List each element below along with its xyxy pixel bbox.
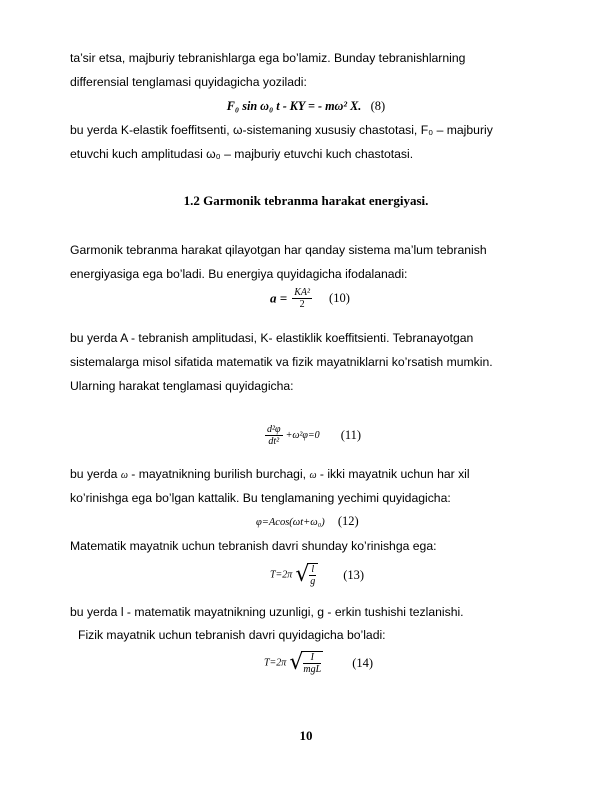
paragraph-8: Fizik mayatnik uchun tebranish davri quyidagicha bo’ladi: <box>78 628 386 642</box>
equation-10-lhs: a = <box>270 290 288 306</box>
paragraph-4-line-3: Ularning harakat tenglamasi quyidagicha: <box>70 379 294 393</box>
paragraph-3-line-2: energiyasiga ega bo’ladi. Bu energiya quyidagicha ifodalanadi: <box>70 267 408 281</box>
equation-13-fraction <box>307 563 318 587</box>
equation-10-denominator: 2 <box>299 299 305 310</box>
paragraph-2-line-1: bu yerda K-elastik foeffitsenti, ω-sistemaning xususiy chastotasi, F₀ – majburiy <box>70 123 493 137</box>
equation-8 <box>0 98 612 114</box>
paragraph-5-text-a: bu yerda <box>70 467 118 481</box>
equation-12-number: (12) <box>337 514 359 528</box>
equation-10 <box>270 287 350 310</box>
paragraph-7: bu yerda l - matematik mayatnikning uzunligi, g - erkin tushishi tezlanishi. <box>70 605 464 619</box>
equation-13-numerator: l <box>311 564 315 575</box>
paragraph-6: Matematik mayatnik uchun tebranish davri shunday ko’rinishga ega: <box>70 539 437 553</box>
equation-11-number: (11) <box>340 428 362 442</box>
equation-14 <box>264 651 373 675</box>
paragraph-5-line-2: ko’rinishga ega bo’lgan kattalik. Bu tenglamaning yechimi quyidagicha: <box>70 491 451 505</box>
equation-11-fraction <box>265 424 283 447</box>
equation-13-denominator: g <box>310 576 316 587</box>
equation-12-formula: φ=Acos(ωt+ω₀) <box>256 517 325 528</box>
omega-symbol-2: ω <box>309 470 317 481</box>
equation-14-denominator: mgL <box>303 664 322 675</box>
equation-14-number: (14) <box>352 655 374 670</box>
paragraph-3-line-1: Garmonik tebranma harakat qilayotgan har qanday sistema ma’lum tebranish <box>70 243 487 257</box>
equation-12 <box>256 514 359 529</box>
paragraph-5-text-b: - mayatnikning burilish burchagi, <box>131 467 307 481</box>
equation-10-fraction <box>292 287 312 310</box>
page-number: 10 <box>299 728 313 743</box>
square-root-symbol: √ $\frac{I}{\text{mgL}}$ <box>289 650 322 675</box>
paragraph-5-line-1 <box>70 466 470 484</box>
paragraph-2-line-2: etuvchi kuch amplitudasi ω₀ – majburiy etuvchi kuch chastotasi. <box>70 147 414 161</box>
section-heading: 1.2 Garmonik tebranma harakat energiyasi. <box>183 193 429 208</box>
omega-symbol-1: ω <box>120 470 128 481</box>
square-root-symbol: √ $\frac{l}{g}$ <box>295 563 318 587</box>
paragraph-5-text-c: - ikki mayatnik uchun har xil <box>319 467 470 481</box>
equation-10-numerator: KA² <box>294 287 310 298</box>
equation-11 <box>265 424 361 447</box>
equation-13-lhs: T=2π <box>270 569 293 581</box>
equation-8-formula: F₀ sin ω₀ t - KY = - mω² X. <box>226 99 362 113</box>
paragraph-1-line-2: differensial tenglamasi quyidagicha yoziladi: <box>70 75 307 89</box>
equation-13-number: (13) <box>343 567 365 582</box>
equation-11-numerator: d²φ <box>267 424 281 435</box>
equation-11-rest: +ω²φ=0 <box>285 430 320 441</box>
paragraph-4-line-1: bu yerda A - tebranish amplitudasi, K- elastiklik koeffitsienti. Tebranayotgan <box>70 331 474 345</box>
equation-14-lhs: T=2π <box>264 657 287 669</box>
equation-10-number: (10) <box>329 291 350 305</box>
equation-11-denominator: dt² <box>268 436 280 447</box>
equation-13 <box>270 563 364 587</box>
paragraph-4-line-2: sistemalarga misol sifatida matematik va fizik mayatniklarni ko’rsatish mumkin. <box>70 355 493 369</box>
equation-8-number: (8) <box>370 99 386 113</box>
paragraph-1-line-1: ta’sir etsa, majburiy tebranishlarga ega bo’lamiz. Bunday tebranishlarning <box>70 51 466 65</box>
equation-14-fraction <box>301 651 323 675</box>
equation-14-numerator: I <box>303 652 321 664</box>
